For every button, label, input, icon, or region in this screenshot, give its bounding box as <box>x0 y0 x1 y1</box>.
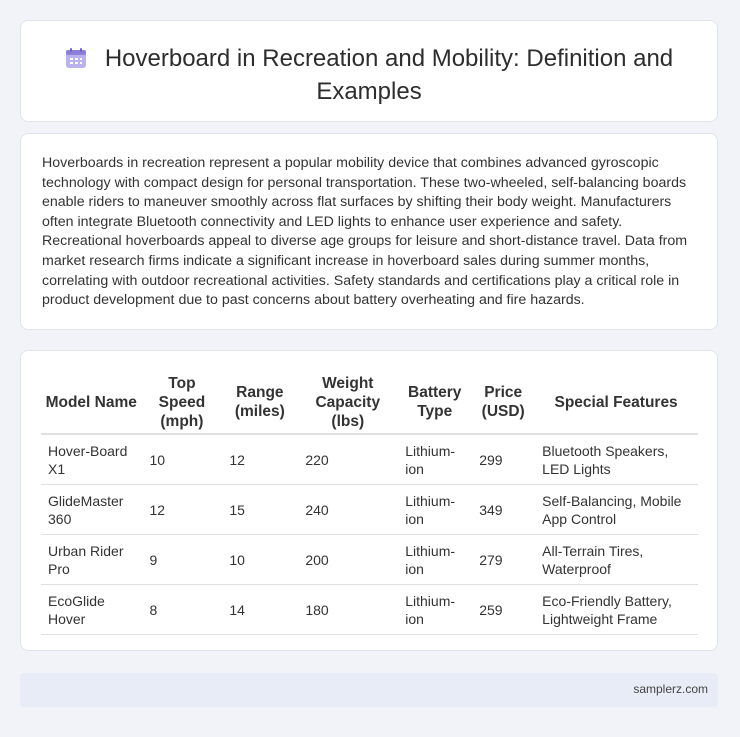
table-cell: 8 <box>142 585 222 635</box>
column-header: Price (USD) <box>472 371 535 434</box>
column-header: Weight Capacity (lbs) <box>298 371 398 434</box>
page-title <box>21 44 717 107</box>
table-cell: 14 <box>222 585 298 635</box>
table-cell: 279 <box>472 535 535 585</box>
page-title-text: Hoverboard in Recreation and Mobility: Definition and Examples <box>104 45 674 105</box>
table-cell: 220 <box>298 434 398 485</box>
table-cell: 9 <box>142 535 222 585</box>
table-row <box>41 485 698 535</box>
table-cell: 349 <box>472 485 535 535</box>
table-cell: Lithium-ion <box>398 434 472 485</box>
column-header: Battery Type <box>398 371 472 434</box>
table-cell: EcoGlide Hover <box>41 585 142 635</box>
footer-site[interactable]: samplerz.com <box>633 682 708 696</box>
table-cell: Lithium-ion <box>398 485 472 535</box>
description-card <box>20 133 718 330</box>
table-cell: Self-Balancing, Mobile App Control <box>535 485 698 535</box>
table-cell: 15 <box>222 485 298 535</box>
calendar-icon <box>65 47 87 77</box>
table-cell: Lithium-ion <box>398 585 472 635</box>
column-header: Model Name <box>41 371 142 434</box>
description-text: Hoverboards in recreation represent a popular mobility device that combines advanced gyroscopic technology with compact design for personal transportation. These two-wheeled, self-balancing boards enable riders to maneuver smoothly across flat surfaces by shifting their body weight. Manufacturers often integrate Bluetooth connectivity and LED lights to enhance user experience and safety. Recreational hoverboards appeal to diverse age groups for leisure and short-distance travel. Data from market research firms indicate a significant increase in hoverboard sales during summer months, correlating with outdoor recreational activities. Safety standards and certifications play a critical role in product development due to past concerns about battery overheating and fire hazards. <box>42 155 688 309</box>
table-cell: 10 <box>222 535 298 585</box>
table-cell: Lithium-ion <box>398 535 472 585</box>
table-cell: Hover-Board X1 <box>41 434 142 485</box>
table-cell: 12 <box>142 485 222 535</box>
column-header: Range (miles) <box>222 371 298 434</box>
table-row <box>41 434 698 485</box>
table-cell: Bluetooth Speakers, LED Lights <box>535 434 698 485</box>
table-cell: 200 <box>298 535 398 585</box>
table-row <box>41 585 698 635</box>
table-card <box>20 350 718 651</box>
table-cell: All-Terrain Tires, Waterproof <box>535 535 698 585</box>
table-cell: 180 <box>298 585 398 635</box>
table-cell: Eco-Friendly Battery, Lightweight Frame <box>535 585 698 635</box>
table-cell: 240 <box>298 485 398 535</box>
table-cell: 12 <box>222 434 298 485</box>
table-cell: 10 <box>142 434 222 485</box>
title-card <box>20 20 718 122</box>
hoverboard-table <box>41 371 698 635</box>
table-row <box>41 535 698 585</box>
table-cell: GlideMaster 360 <box>41 485 142 535</box>
column-header: Special Features <box>535 371 698 434</box>
table-header-row <box>41 371 698 434</box>
column-header: Top Speed (mph) <box>142 371 222 434</box>
table-cell: 299 <box>472 434 535 485</box>
table-cell: 259 <box>472 585 535 635</box>
table-body <box>41 434 698 635</box>
table-cell: Urban Rider Pro <box>41 535 142 585</box>
footer <box>20 673 718 707</box>
